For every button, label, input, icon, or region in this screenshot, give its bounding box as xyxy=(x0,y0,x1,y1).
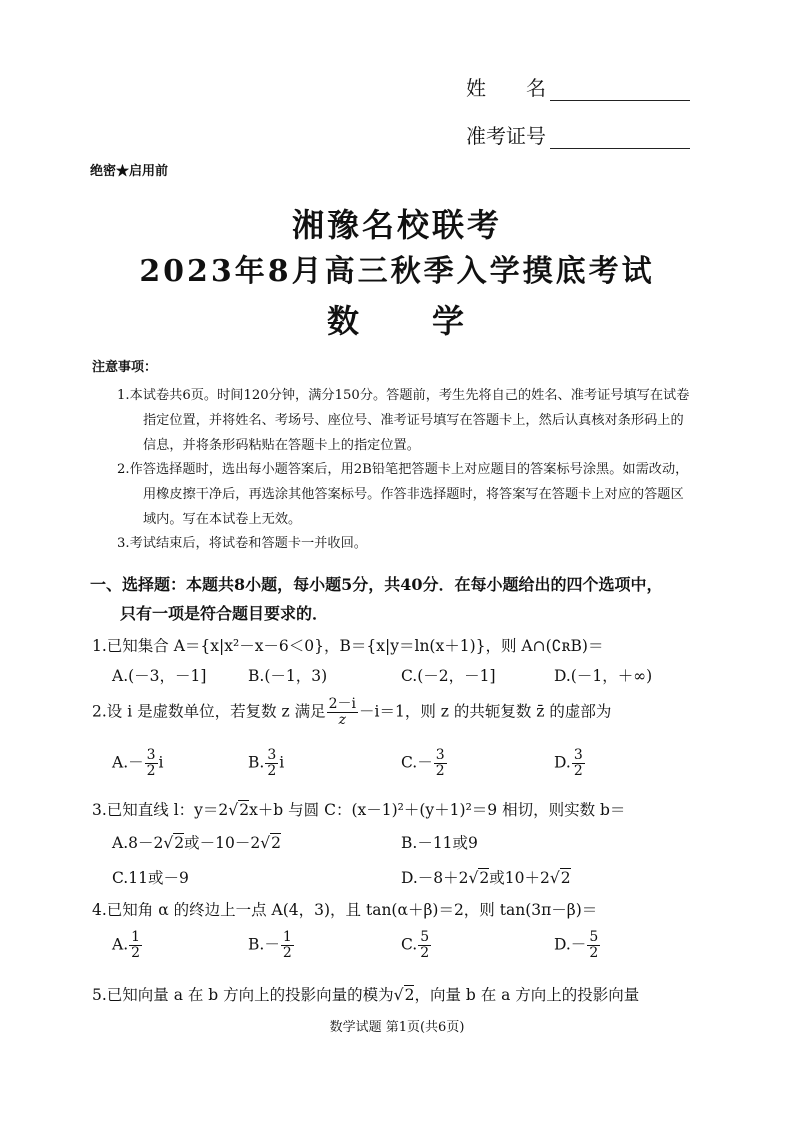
frac-num: 5 xyxy=(589,929,599,945)
q4-opt-frac xyxy=(587,930,600,961)
frac-num: 3 xyxy=(267,747,277,763)
frac-num: 5 xyxy=(420,929,430,945)
q3-sqrt: 2 xyxy=(239,801,250,819)
q2-opt-frac xyxy=(434,748,447,779)
frac-den: 2 xyxy=(282,945,292,961)
q4-option-b xyxy=(248,930,295,961)
id-label: 准考证号 xyxy=(466,124,546,148)
q2-opt-frac xyxy=(265,748,278,779)
frac-num: 3 xyxy=(435,747,445,763)
subject-title: 数 学 xyxy=(326,302,467,340)
q4-opt-frac xyxy=(281,930,294,961)
q1-option-b: B.(－1，3) xyxy=(248,667,328,685)
name-field xyxy=(466,72,690,101)
frac-den: 2 xyxy=(420,945,430,961)
exam-org-title: 湘豫名校联考 xyxy=(291,206,502,244)
q4-opt-frac xyxy=(418,930,431,961)
q2-option-label: D. xyxy=(554,753,571,772)
q2-opt-suffix: i xyxy=(158,753,164,772)
question-4-stem: 4.已知角 α 的终边上一点 A(4，3)，且 tan(α＋β)＝2，则 tan(3π－β)＝ xyxy=(92,901,598,919)
exam-name-title: 2023年8月高三秋季入学摸底考试 xyxy=(139,254,655,289)
q5-sqrt: 2 xyxy=(404,986,415,1004)
q3-stem-part: 3.已知直线 l：y＝2 xyxy=(92,801,229,819)
frac-num: 1 xyxy=(282,929,292,945)
q3-opt-part: D.－8＋2 xyxy=(401,869,469,887)
q2-fraction xyxy=(327,697,358,728)
q3-sqrt: 2 xyxy=(560,869,571,887)
id-blank xyxy=(550,122,690,149)
q2-option-label: B. xyxy=(248,753,265,772)
notes-heading: 注意事项： xyxy=(92,360,158,375)
section-heading-cont: 只有一项是符合题目要求的． xyxy=(120,604,329,623)
q1-option-d: D.(－1，＋∞) xyxy=(554,667,653,685)
q5-stem-part: ，向量 b 在 a 方向上的投影向量 xyxy=(414,986,640,1004)
q3-sqrt: 2 xyxy=(271,834,281,852)
q3-opt-part: 或－10－2 xyxy=(184,834,261,852)
q2-frac-den: z xyxy=(338,712,347,728)
question-3-stem: 3.已知直线 l：y＝2√2x＋b 与圆 C：(x－1)²＋(y＋1)²＝9 相切，则实数 b＝ xyxy=(92,801,626,819)
q4-option-c xyxy=(401,930,432,961)
q2-option-b xyxy=(248,748,284,779)
q2-opt-suffix: i xyxy=(279,753,285,772)
q2-option-label: C.－ xyxy=(401,753,433,772)
q4-option-label: D.－ xyxy=(554,935,587,954)
question-2-stem xyxy=(92,697,611,728)
frac-den: 2 xyxy=(589,945,599,961)
q2-opt-frac xyxy=(145,748,158,779)
frac-num: 3 xyxy=(146,747,156,763)
q3-option-d: D.－8＋2√2或10＋2√2 xyxy=(401,869,571,887)
q3-stem-part: x＋b 与圆 C：(x－1)²＋(y＋1)²＝9 相切，则实数 b＝ xyxy=(249,801,626,819)
q3-option-b: B.－11或9 xyxy=(401,834,478,852)
q2-opt-frac xyxy=(572,748,585,779)
note-item: 1.本试卷共6页。时间120分钟，满分150分。答题前，考生先将自己的姓名、准考证号填写在试卷指定位置，并将姓名、考场号、座位号、准考证号填写在答题卡上，然后认真核对条形码上的信息，并将条形码粘贴在答题卡上的指定位置。 xyxy=(117,388,690,453)
q3-opt-part: A.8－2 xyxy=(112,834,164,852)
q2-option-label: A.－ xyxy=(112,753,144,772)
q4-option-label: A. xyxy=(112,935,129,954)
q2-option-d xyxy=(554,748,586,779)
note-item: 2.作答选择题时，选出每小题答案后，用2B铅笔把答题卡上对应题目的答案标号涂黑。如需改动，用橡皮擦干净后，再选涂其他答案标号。作答非选择题时，将答案写在答题卡上对应的答题区域内。写在本试卷上无效。 xyxy=(117,462,689,527)
frac-num: 1 xyxy=(131,929,141,945)
frac-den: 2 xyxy=(267,763,277,779)
q4-option-label: C. xyxy=(401,935,418,954)
q2-option-c xyxy=(401,748,448,779)
q2-stem-part: 2.设 i 是虚数单位，若复数 z 满足 xyxy=(92,702,326,721)
q4-option-label: B.－ xyxy=(248,935,280,954)
frac-den: 2 xyxy=(146,763,156,779)
frac-num: 3 xyxy=(573,747,583,763)
question-1-stem: 1.已知集合 A＝{x|x²－x－6＜0}，B＝{x|y＝ln(x＋1)}，则 A∩(∁ʀB)＝ xyxy=(92,637,604,655)
q4-option-d xyxy=(554,930,601,961)
question-5-stem: 5.已知向量 a 在 b 方向上的投影向量的模为√2，向量 b 在 a 方向上的投影向量 xyxy=(92,986,640,1004)
q3-sqrt: 2 xyxy=(174,834,185,852)
name-blank xyxy=(550,74,690,101)
frac-den: 2 xyxy=(573,763,583,779)
q3-option-c: C.11或－9 xyxy=(112,869,189,887)
q4-option-a xyxy=(112,930,143,961)
q5-stem-part: 5.已知向量 a 在 b 方向上的投影向量的模为 xyxy=(92,986,394,1004)
q4-opt-frac xyxy=(129,930,142,961)
q3-option-a: A.8－2√2或－10－2√2 xyxy=(112,834,281,852)
id-field xyxy=(466,120,690,149)
q1-option-c: C.(－2，－1] xyxy=(401,667,496,685)
q2-frac-num: 2－i xyxy=(328,696,357,712)
confidential-mark: 绝密★启用前 xyxy=(90,164,169,179)
q3-opt-part: 或10＋2 xyxy=(489,869,550,887)
q2-stem-part: －i＝1，则 z 的共轭复数 z̄ 的虚部为 xyxy=(359,702,612,721)
section-heading: 一、选择题：本题共8小题，每小题5分，共40分．在每小题给出的四个选项中， xyxy=(90,575,663,594)
q2-option-a xyxy=(112,748,164,779)
frac-den: 2 xyxy=(435,763,445,779)
q3-sqrt: 2 xyxy=(479,869,490,887)
note-item: 3.考试结束后，将试卷和答题卡一并收回。 xyxy=(117,536,367,551)
page-footer: 数学试题 第1页(共6页) xyxy=(329,1020,465,1035)
q1-option-a: A.(－3，－1] xyxy=(112,667,207,685)
name-label: 姓 名 xyxy=(466,76,546,100)
frac-den: 2 xyxy=(131,945,141,961)
